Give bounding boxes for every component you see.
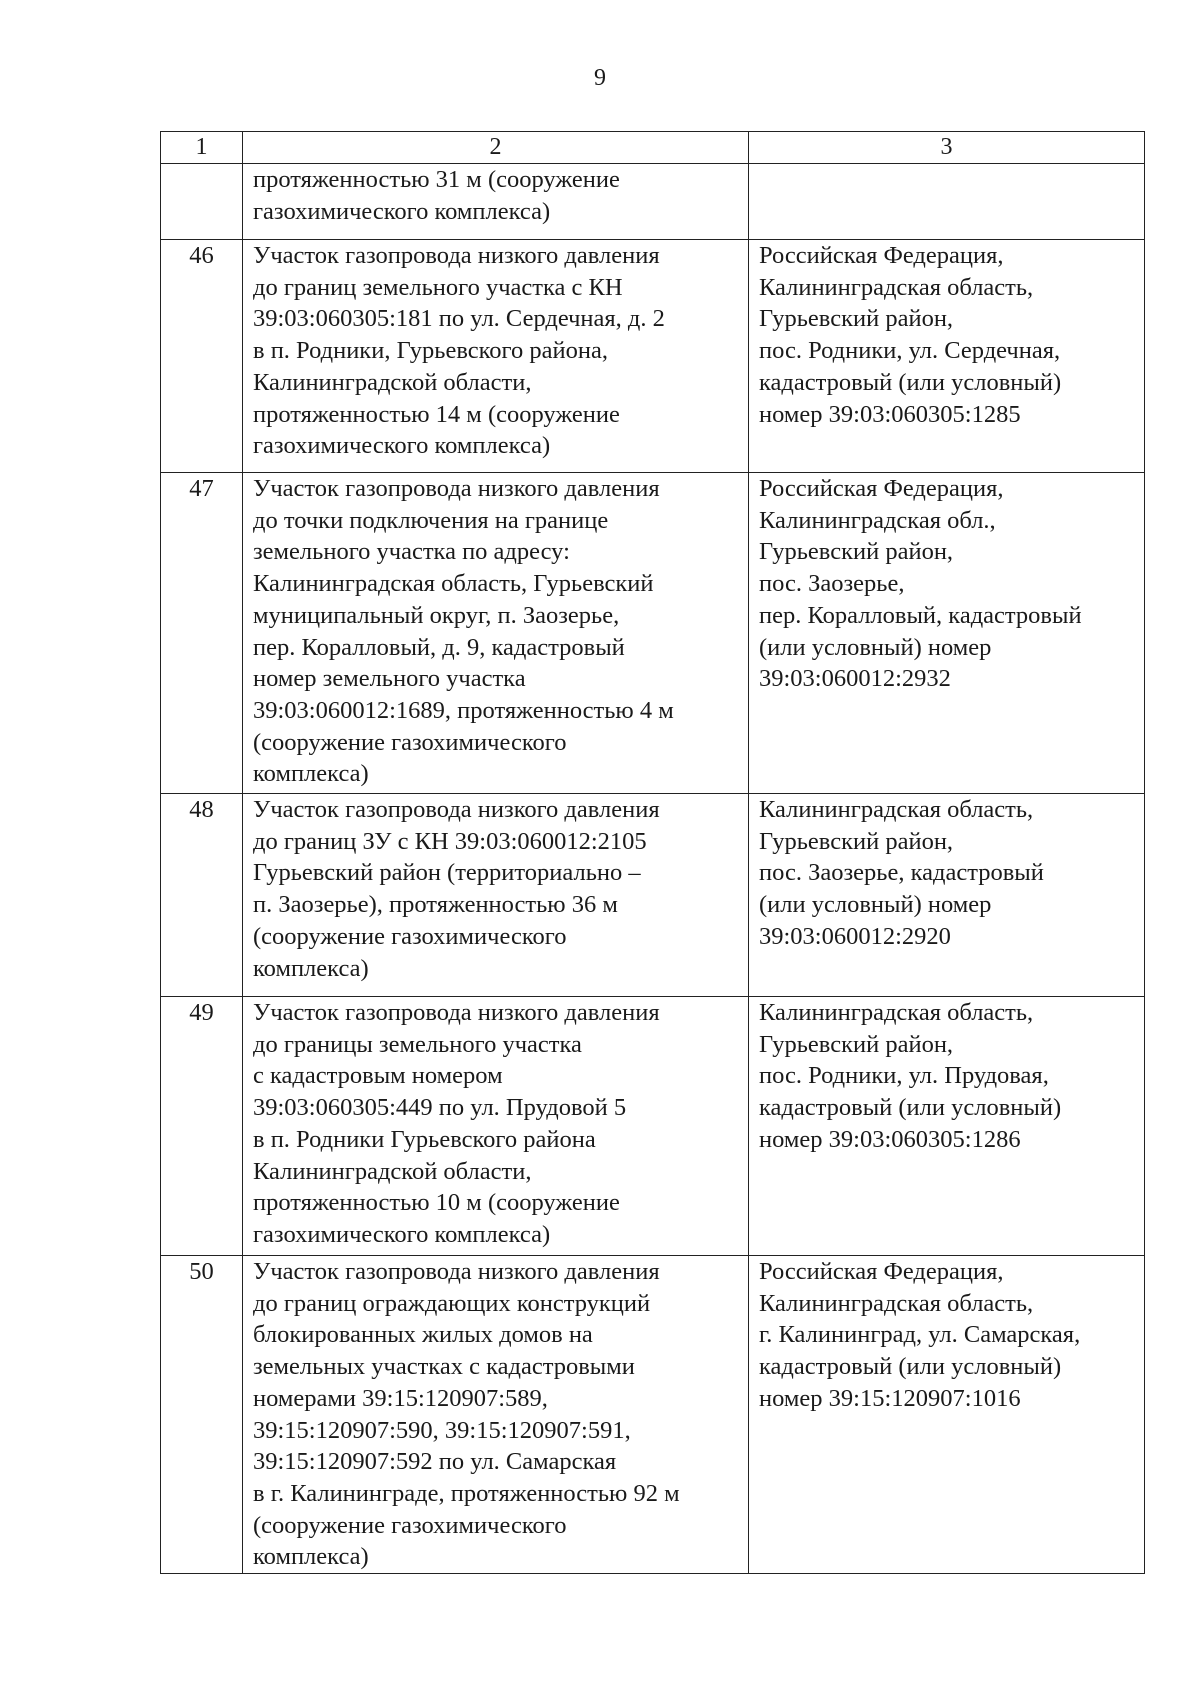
- location-line: номер 39:03:060305:1285: [759, 400, 1021, 428]
- object-location: [749, 1256, 1145, 1574]
- row-number: 46: [161, 240, 243, 473]
- description-line: пер. Коралловый, д. 9, кадастровый: [253, 633, 625, 661]
- description-line: 39:03:060012:1689, протяженностью 4 м: [253, 696, 674, 724]
- object-description: [243, 240, 749, 473]
- description-line: (сооружение газохимического: [253, 1511, 567, 1539]
- location-line: Гурьевский район,: [759, 538, 954, 566]
- description-line: комплекса): [253, 1543, 369, 1571]
- description-line: блокированных жилых домов на: [253, 1321, 593, 1349]
- location-line: (или условный) номер: [759, 633, 992, 661]
- location-line: пос. Родники, ул. Сердечная,: [759, 337, 1061, 365]
- object-description: [243, 794, 749, 997]
- description-line: земельных участках с кадастровыми: [253, 1353, 635, 1381]
- object-location: [749, 997, 1145, 1256]
- description-line: Участок газопровода низкого давления: [253, 796, 660, 823]
- row-number: 48: [161, 794, 243, 997]
- row-number: 49: [161, 997, 243, 1256]
- location-line: кадастровый (или условный): [759, 1353, 1062, 1381]
- header-col-2: 2: [243, 132, 749, 164]
- object-location: [749, 240, 1145, 473]
- description-line: (сооружение газохимического: [253, 922, 567, 950]
- table-row: [161, 997, 1145, 1256]
- location-line: 39:03:060012:2932: [759, 665, 951, 693]
- description-line: до точки подключения на границе: [253, 506, 609, 534]
- location-line: пер. Коралловый, кадастровый: [759, 601, 1082, 629]
- row-number: 50: [161, 1256, 243, 1574]
- description-line: номер земельного участка: [253, 665, 526, 693]
- description-line: Участок газопровода низкого давления: [253, 1258, 660, 1285]
- row-number: 47: [161, 473, 243, 794]
- description-line: до границы земельного участка: [253, 1030, 582, 1058]
- description-line: газохимического комплекса): [253, 432, 551, 460]
- location-line: Калининградская обл.,: [759, 506, 996, 534]
- object-description: [243, 164, 749, 240]
- object-location: [749, 473, 1145, 794]
- object-location: [749, 164, 1145, 240]
- objects-table: [160, 131, 1145, 1574]
- description-line: Калининградской области,: [253, 1157, 532, 1185]
- location-line: пос. Родники, ул. Прудовая,: [759, 1062, 1049, 1090]
- description-line: 39:15:120907:592 по ул. Самарская: [253, 1448, 617, 1476]
- description-line: в п. Родники, Гурьевского района,: [253, 337, 608, 365]
- description-line: (сооружение газохимического: [253, 728, 567, 756]
- description-line: 39:03:060305:449 по ул. Прудовой 5: [253, 1094, 627, 1122]
- description-line: до границ ЗУ с КН 39:03:060012:2105: [253, 827, 647, 855]
- location-line: номер 39:03:060305:1286: [759, 1125, 1021, 1153]
- location-line: Калининградская область,: [759, 1289, 1034, 1317]
- description-line: газохимического комплекса): [253, 1220, 551, 1248]
- location-line: Российская Федерация,: [759, 475, 1004, 502]
- description-line: протяженностью 31 м (сооружение: [253, 166, 620, 193]
- description-line: в п. Родники Гурьевского района: [253, 1125, 596, 1153]
- location-line: кадастровый (или условный): [759, 1094, 1062, 1122]
- description-line: п. Заозерье), протяженностью 36 м: [253, 891, 618, 919]
- object-description: [243, 1256, 749, 1574]
- description-line: Участок газопровода низкого давления: [253, 242, 660, 269]
- table-row: [161, 240, 1145, 473]
- description-line: Гурьевский район (территориально –: [253, 859, 641, 887]
- location-line: Российская Федерация,: [759, 242, 1004, 269]
- table-row: [161, 164, 1145, 240]
- description-line: протяженностью 10 м (сооружение: [253, 1189, 620, 1217]
- description-line: 39:15:120907:590, 39:15:120907:591,: [253, 1416, 631, 1444]
- header-col-1: 1: [161, 132, 243, 164]
- description-line: Калининградская область, Гурьевский: [253, 570, 654, 598]
- description-line: комплекса): [253, 954, 369, 982]
- description-line: до границ ограждающих конструкций: [253, 1289, 651, 1317]
- description-line: 39:03:060305:181 по ул. Сердечная, д. 2: [253, 305, 665, 333]
- location-line: (или условный) номер: [759, 891, 992, 919]
- table-header-row: [161, 132, 1145, 164]
- table-row: [161, 473, 1145, 794]
- location-line: пос. Заозерье,: [759, 570, 905, 598]
- location-line: Гурьевский район,: [759, 305, 954, 333]
- object-location: [749, 794, 1145, 997]
- object-description: [243, 997, 749, 1256]
- location-line: пос. Заозерье, кадастровый: [759, 859, 1044, 887]
- description-line: земельного участка по адресу:: [253, 538, 570, 566]
- description-line: газохимического комплекса): [253, 197, 551, 225]
- location-line: Гурьевский район,: [759, 827, 954, 855]
- table-row: [161, 794, 1145, 997]
- description-line: в г. Калининграде, протяженностью 92 м: [253, 1479, 680, 1507]
- page-number: 9: [594, 65, 606, 91]
- description-line: Участок газопровода низкого давления: [253, 999, 660, 1026]
- header-col-3: 3: [749, 132, 1145, 164]
- location-line: г. Калининград, ул. Самарская,: [759, 1321, 1081, 1349]
- location-line: номер 39:15:120907:1016: [759, 1384, 1021, 1412]
- location-line: Калининградская область,: [759, 796, 1034, 823]
- object-description: [243, 473, 749, 794]
- description-line: номерами 39:15:120907:589,: [253, 1384, 548, 1412]
- location-line: Гурьевский район,: [759, 1030, 954, 1058]
- description-line: Участок газопровода низкого давления: [253, 475, 660, 502]
- location-line: Калининградская область,: [759, 999, 1034, 1026]
- table-row: [161, 1256, 1145, 1574]
- description-line: комплекса): [253, 760, 369, 788]
- description-line: протяженностью 14 м (сооружение: [253, 400, 620, 428]
- row-number: [161, 164, 243, 240]
- description-line: муниципальный округ, п. Заозерье,: [253, 601, 620, 629]
- description-line: до границ земельного участка с КН: [253, 273, 623, 301]
- location-line: кадастровый (или условный): [759, 368, 1062, 396]
- location-line: Калининградская область,: [759, 273, 1034, 301]
- location-line: Российская Федерация,: [759, 1258, 1004, 1285]
- description-line: Калининградской области,: [253, 368, 532, 396]
- location-line: 39:03:060012:2920: [759, 922, 951, 950]
- description-line: с кадастровым номером: [253, 1062, 503, 1090]
